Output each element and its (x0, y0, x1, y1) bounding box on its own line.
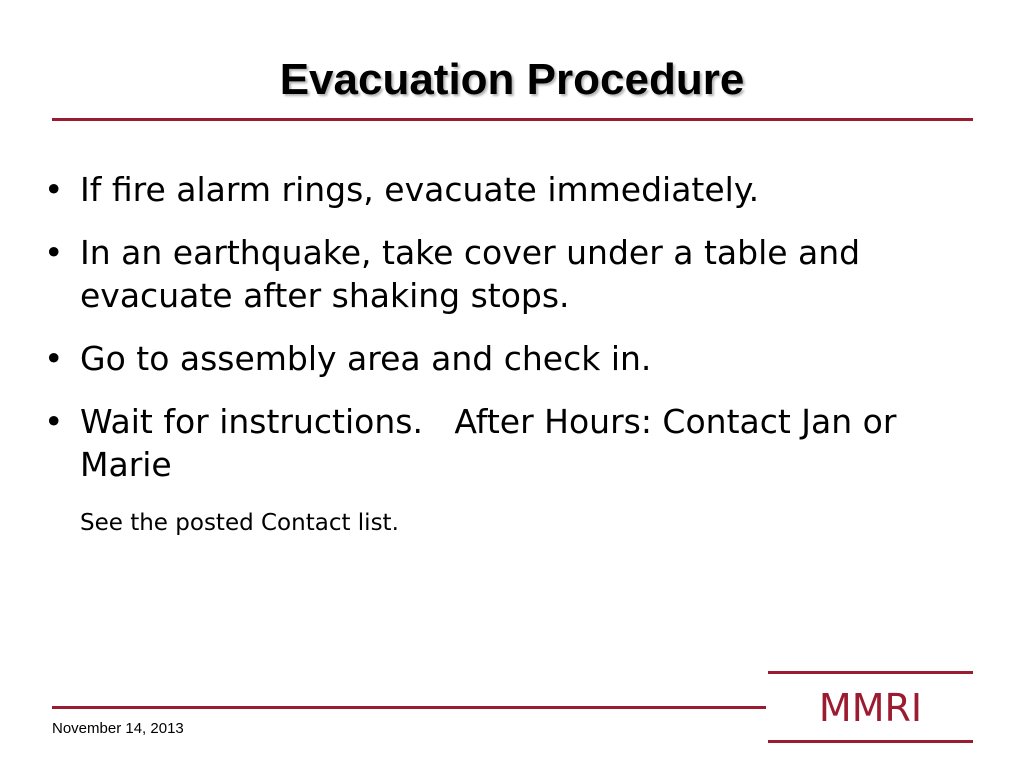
bullet-list (44, 168, 974, 558)
bullet-text: If fire alarm rings, evacuate immediately. (80, 170, 760, 209)
bullet-text: Wait for instructions. After Hours: Contact Jan or Marie (80, 402, 907, 484)
bullet-item-earthquake (44, 231, 974, 317)
logo-bottom-rule (768, 740, 973, 743)
bullet-item-assembly-area (44, 337, 974, 380)
footer-date: November 14, 2013 (52, 720, 184, 737)
logo-top-rule (768, 671, 973, 674)
logo-text: MMRI (818, 686, 923, 730)
contact-list-note: See the posted Contact list. (80, 510, 399, 536)
footer-divider (52, 706, 766, 709)
bullet-marker: • (44, 233, 64, 272)
bullet-marker: • (44, 170, 64, 209)
bullet-item-fire-alarm (44, 168, 974, 211)
bullet-marker: • (44, 339, 64, 378)
bullet-item-instructions (44, 400, 974, 538)
mmri-logo (768, 671, 973, 743)
bullet-marker: • (44, 402, 64, 441)
title-divider (52, 118, 973, 121)
bullet-text: In an earthquake, take cover under a table and evacuate after shaking stops. (80, 233, 861, 315)
bullet-text: Go to assembly area and check in. (80, 339, 652, 378)
slide-title: Evacuation Procedure (279, 55, 745, 104)
